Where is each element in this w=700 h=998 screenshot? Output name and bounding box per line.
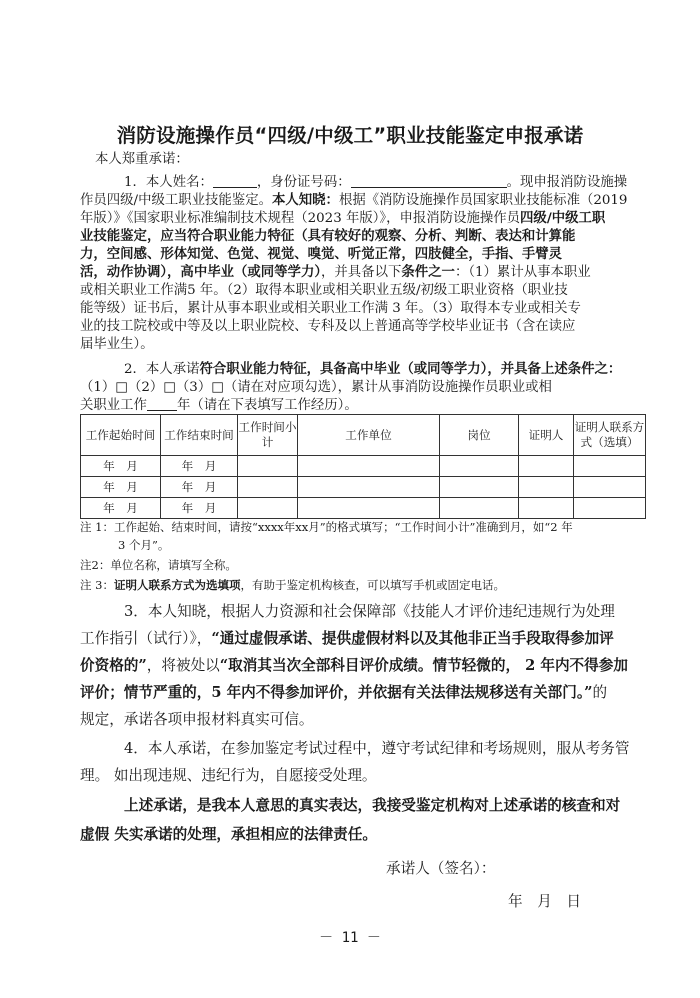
p3-line-5: 规定，承诺各项申报材料真实可信。 (80, 711, 314, 728)
p1-line-3 (80, 210, 605, 227)
note-text: 注 3： (80, 578, 114, 592)
p1-line-10: 届毕业生）。 (80, 337, 154, 352)
name-blank-field[interactable] (213, 174, 257, 188)
end-time-cell[interactable]: 年 月 (161, 456, 238, 477)
header-end-time: 工作结束时间 (161, 415, 238, 456)
p1-line-1-tail: 。现申报消防设施操 (506, 175, 628, 190)
p1-bold-text: 本人知晓： (271, 192, 339, 208)
witness-contact-cell[interactable] (574, 498, 646, 519)
p3-line-1: 3．本人知晓，根据人力资源和社会保障部《技能人才评价违纪违规行为处理 (124, 603, 615, 620)
page-title: 消防设施操作员“四级/中级工”职业技能鉴定申报承诺 (116, 124, 584, 147)
witness-cell[interactable] (519, 477, 574, 498)
p4-line-2: 理。 如出现违规、违纪行为，自愿接受处理。 (80, 767, 377, 784)
intro-text: 本人郑重承诺： (95, 152, 189, 167)
duration-cell[interactable] (238, 477, 298, 498)
p2-text: 2．本人承诺 (124, 362, 200, 377)
position-cell[interactable] (440, 477, 519, 498)
p1-line-7: 或相关职业工作满5 年。（2）取得本职业或相关职业五级/初级工职业资格（职业技 (80, 283, 568, 298)
witness-cell[interactable] (519, 456, 574, 477)
start-time-cell[interactable]: 年 月 (81, 477, 161, 498)
start-time-cell[interactable]: 年 月 (81, 498, 161, 519)
header-start-time: 工作起始时间 (81, 415, 161, 456)
table-row (81, 498, 646, 519)
signature-label: 承诺人（签名）： (386, 860, 496, 877)
start-time-cell[interactable]: 年 月 (81, 456, 161, 477)
note-text: ，有助于鉴定机构核查，可以填写手机或固定电话。 (240, 578, 505, 592)
p1-text: ，并具备以下 (321, 265, 402, 280)
p2-text: 年（请在下表填写工作经历）。 (176, 398, 358, 413)
p3-text: ，将被处以 (146, 657, 220, 674)
p3-bold-text: 价资格的” (80, 657, 147, 674)
p1-line-2 (80, 192, 627, 209)
position-cell[interactable] (440, 456, 519, 477)
table-row (81, 477, 646, 498)
p2-line-3 (80, 397, 358, 414)
signature-date: 年 月 日 (508, 893, 581, 910)
note-1-line-2: 3 个月”。 (118, 538, 170, 552)
header-witness: 证明人 (519, 415, 574, 456)
table-row (81, 456, 646, 477)
p1-line-1 (124, 174, 627, 191)
note-1-line-1: 注 1：工作起始、结束时间，请按“xxxx年xx月”的格式填写；“工作时间小计”准确到月，如“2 年 (80, 520, 573, 534)
p1-text: 根据《消防设施操作员国家职业技能标准（2019 (338, 193, 628, 208)
p3-line-3 (80, 657, 628, 675)
p3-line-4 (80, 684, 607, 702)
p1-text: 作员四级/中级工职业技能鉴定。 (80, 193, 272, 208)
duration-cell[interactable] (238, 456, 298, 477)
duration-cell[interactable] (238, 498, 298, 519)
p3-text: 的 (592, 684, 608, 701)
p3-line-2 (80, 630, 614, 648)
header-position: 岗位 (440, 415, 519, 456)
p2-line-2: （1）□（2）□（3）□（请在对应项勾选），累计从事消防设施操作员职业或相 (80, 380, 552, 395)
page-number: － 11 － (319, 930, 381, 946)
note-3 (80, 578, 505, 593)
p1-text: 年版）》《国家职业标准编制技术规程（2023 年版）》，申报消防设施操作员 (80, 211, 521, 226)
p1-bold-text: 四级/中级工职 (520, 210, 606, 226)
end-time-cell[interactable]: 年 月 (161, 498, 238, 519)
name-label: 1．本人姓名： (124, 175, 213, 190)
p1-bold-text: 条件之一 (401, 264, 455, 280)
p4-text: ，在参加鉴定考试过程中，遵守考试纪律和考场规则，服从考务管 (206, 740, 630, 757)
header-witness-contact: 证明人联系方式（选填） (574, 415, 646, 456)
witness-contact-cell[interactable] (574, 456, 646, 477)
position-cell[interactable] (440, 498, 519, 519)
p3-bold-text: “通过虚假承诺、提供虚假材料以及其他非正当手段取得参加评 (211, 630, 614, 647)
id-number-label: ，身份证号码： (256, 175, 351, 190)
p3-bold-text: 评价；情节严重的，5 年内不得参加评价，并依据有关法律法规移送有关部门。” (80, 684, 593, 701)
note-bold-text: 证明人联系方式为选填项 (113, 578, 241, 592)
p3-text: 工作指引（试行）》， (80, 630, 212, 647)
header-employer: 工作单位 (298, 415, 440, 456)
p3-bold-text: “取消其当次全部科目评价成绩。情节轻微的， 2 年内不得参加 (219, 657, 628, 674)
table-header-row (81, 415, 646, 456)
p1-bold-text: 活，动作协调），高中毕业（或同等学力） (80, 264, 322, 280)
witness-contact-cell[interactable] (574, 477, 646, 498)
closing-line-1: 上述承诺，是我本人意思的真实表达，我接受鉴定机构对上述承诺的核查和对 (124, 797, 621, 814)
p4-line-1 (124, 740, 630, 758)
p1-line-8: 能等级）证书后，累计从事本职业或相关职业工作满 3 年。（3）取得本专业或相关专 (80, 301, 581, 316)
p1-line-4: 业技能鉴定，应当符合职业能力特征（具有较好的观察、分析、判断、表达和计算能 (80, 228, 576, 244)
p2-text: 关职业工作 (80, 398, 147, 413)
employer-cell[interactable] (298, 456, 440, 477)
closing-line-2: 虚假 失实承诺的处理，承担相应的法律责任。 (80, 826, 377, 843)
p4-text: 4．本人承诺 (124, 740, 207, 757)
p1-line-9: 业的技工院校或中等及以上职业院校、专科及以上普通高等学校毕业证书（含在读应 (80, 319, 576, 334)
p1-line-6 (80, 264, 591, 281)
employer-cell[interactable] (298, 498, 440, 519)
p1-text: ：（1）累计从事本职业 (454, 265, 591, 280)
witness-cell[interactable] (519, 498, 574, 519)
p2-line-1 (124, 361, 621, 378)
work-experience-table (80, 414, 646, 519)
end-time-cell[interactable]: 年 月 (161, 477, 238, 498)
id-number-blank-field[interactable] (351, 174, 507, 188)
employer-cell[interactable] (298, 477, 440, 498)
p2-bold-text: 符合职业能力特征，具备高中毕业（或同等学力），并具备上述条件之： (199, 361, 622, 377)
header-duration: 工作时间小计 (238, 415, 298, 456)
years-blank-field[interactable] (147, 397, 177, 411)
note-2: 注2：单位名称，请填写全称。 (80, 558, 237, 572)
p1-line-5: 力，空间感、形体知觉、色觉、视觉、嗅觉、听觉正常，四肢健全，手指、手臂灵 (80, 246, 563, 262)
